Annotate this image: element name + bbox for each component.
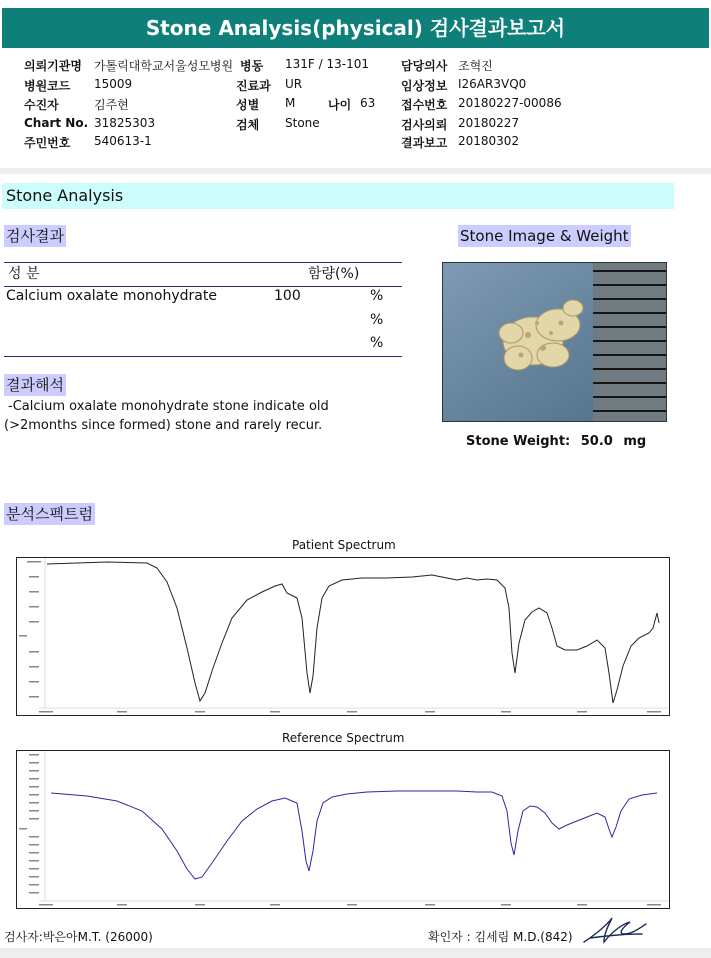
- table-bottom-line: [4, 356, 402, 357]
- header-value: UR: [285, 77, 303, 91]
- header-value: 20180227-00086: [458, 96, 562, 110]
- header-label: 임상정보: [401, 79, 448, 93]
- header-label: 수진자: [24, 98, 59, 112]
- reference-spectrum-title: Reference Spectrum: [282, 731, 405, 745]
- header-label: 의뢰기관명: [24, 59, 82, 73]
- header-value: 63: [360, 96, 376, 110]
- header-value: 가톨릭대학교서울성모병원: [94, 59, 234, 73]
- header-label: 담당의사: [401, 59, 448, 73]
- result-component-name: Calcium oxalate monohydrate: [6, 288, 217, 304]
- header-label: Chart No.: [24, 116, 89, 130]
- header-label: 병원코드: [24, 79, 71, 93]
- header-value: 20180227: [458, 116, 520, 130]
- header-value: 15009: [94, 77, 133, 91]
- col-content-header: 함량(%): [308, 266, 360, 282]
- result-unit: %: [370, 335, 384, 351]
- header-label: 주민번호: [24, 136, 71, 150]
- header-value: I26AR3VQ0: [458, 77, 527, 91]
- reference-spectrum-plot: [16, 750, 670, 909]
- header-label: 결과보고: [401, 136, 448, 150]
- header-value: 131F / 13-101: [285, 57, 369, 71]
- header-value: 조혁진: [458, 59, 493, 73]
- header-value: 20180302: [458, 134, 520, 148]
- report-title: Stone Analysis(physical) 검사결과보고서: [2, 8, 709, 48]
- header-label: 나이: [328, 98, 352, 112]
- header-label: 진료과: [236, 79, 271, 93]
- result-heading: 검사결과: [6, 227, 64, 245]
- image-heading: Stone Image & Weight: [460, 227, 629, 245]
- header-value: Stone: [285, 116, 320, 130]
- header-label: 검사의뢰: [401, 118, 448, 132]
- handwritten-signature: [582, 912, 650, 948]
- col-component-header: 성 분: [8, 266, 40, 282]
- result-unit: %: [370, 312, 384, 328]
- patient-spectrum-plot: [16, 557, 670, 716]
- spectrum-heading: 분석스펙트럼: [6, 505, 93, 523]
- header-value: 김주현: [94, 98, 129, 112]
- header-separator: [0, 168, 711, 174]
- examiner-signature: 검사자:박은아M.T. (26000): [4, 930, 153, 944]
- patient-spectrum-line: [47, 562, 659, 703]
- result-amount: 100: [274, 288, 301, 304]
- weight-label: Stone Weight:: [466, 434, 571, 449]
- header-label: 접수번호: [401, 98, 448, 112]
- stone-photo: [442, 262, 667, 422]
- result-unit: %: [370, 288, 384, 304]
- reference-spectrum-line: [51, 791, 657, 879]
- header-label: 병동: [240, 59, 264, 73]
- stone-weight: [466, 434, 646, 449]
- header-label: 검체: [236, 118, 260, 132]
- interpretation-heading: 결과해석: [6, 376, 64, 394]
- weight-unit: mg: [623, 434, 647, 449]
- patient-spectrum-title: Patient Spectrum: [292, 538, 396, 552]
- header-value: 540613-1: [94, 134, 152, 148]
- header-value: M: [285, 96, 296, 110]
- weight-value: 50.0: [580, 434, 613, 449]
- bottom-bar: [0, 948, 711, 958]
- header-label: 성별: [236, 98, 260, 112]
- header-value: 31825303: [94, 116, 156, 130]
- confirmer-signature: 확인자 : 김세림 M.D.(842): [428, 930, 573, 944]
- section-title: Stone Analysis: [2, 183, 674, 209]
- interpretation-line: (>2months since formed) stone and rarely recur.: [4, 418, 323, 433]
- table-header-line: [4, 286, 402, 287]
- interpretation-line: -Calcium oxalate monohydrate stone indicate old: [8, 399, 329, 414]
